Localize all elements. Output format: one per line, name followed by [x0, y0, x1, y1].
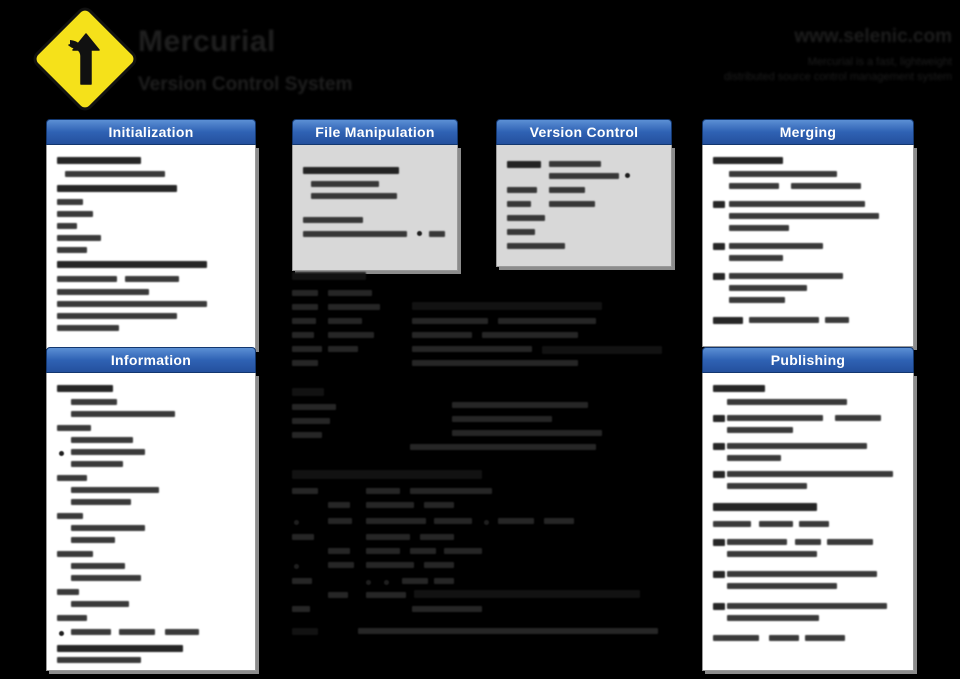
section-files [292, 388, 670, 460]
page-title: Mercurial [138, 25, 276, 58]
panel-body-initialization [46, 145, 256, 349]
header-right-info [692, 26, 952, 83]
panel-title-file-manipulation: File Manipulation [292, 119, 458, 145]
panel-title-information: Information [46, 347, 256, 373]
panel-body-publishing [702, 373, 914, 671]
panel-file-manipulation [292, 119, 458, 271]
panel-body-merging [702, 145, 914, 347]
section-configuration [292, 470, 670, 646]
panel-initialization [46, 119, 256, 349]
page-subtitle: Version Control System [138, 74, 353, 95]
panel-title-publishing: Publishing [702, 347, 914, 373]
section-revisions [292, 272, 670, 384]
panel-merging [702, 119, 914, 347]
panel-body-information [46, 373, 256, 671]
panel-information [46, 347, 256, 671]
panel-title-merging: Merging [702, 119, 914, 145]
panel-version-control [496, 119, 672, 267]
site-url: www.selenic.com [794, 26, 952, 47]
panel-body-version-control [496, 145, 672, 267]
panel-title-initialization: Initialization [46, 119, 256, 145]
merge-arrow-icon [66, 32, 106, 86]
title-block [138, 26, 352, 96]
poster-header [0, 0, 960, 108]
panel-publishing [702, 347, 914, 671]
panel-body-file-manipulation [292, 145, 458, 271]
tagline-line-2: distributed source control management system [723, 71, 952, 83]
panel-title-version-control: Version Control [496, 119, 672, 145]
tagline-line-1: Mercurial is a fast, lightweight [807, 56, 952, 68]
